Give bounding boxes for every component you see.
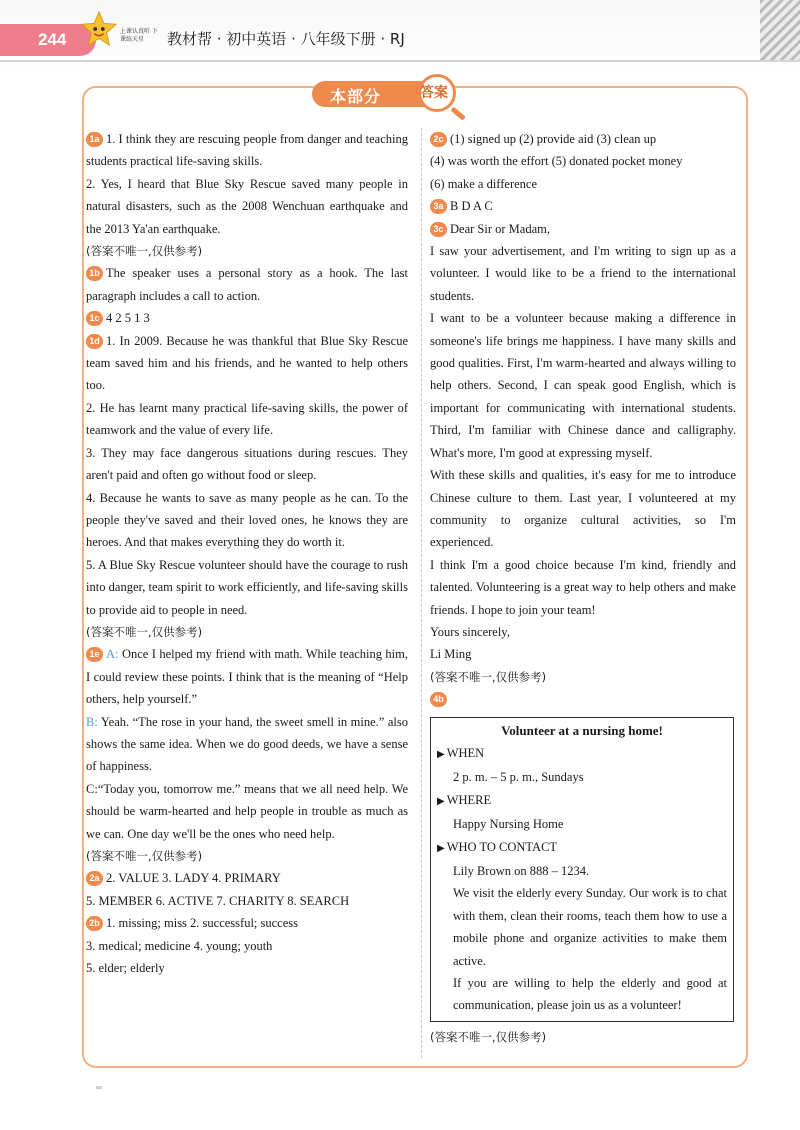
poster-contact-heading: ▶ WHO TO CONTACT xyxy=(437,839,558,854)
star-mascot-icon xyxy=(80,10,118,48)
letter-paragraph-1: I saw your advertisement, and I'm writing to sign up as a volunteer. I would like to be a friend to the international students. xyxy=(430,244,736,303)
letter-greeting: 3c Dear Sir or Madam, xyxy=(430,218,736,240)
column-divider xyxy=(421,128,422,1058)
poster-body-1: We visit the elderly every Sunday. Our work is to chat with them, clean their rooms, teach them how to use a mobile phone and organize activities to make them active. xyxy=(453,886,727,968)
banner-answer: 答案 xyxy=(420,85,448,101)
answer-banner xyxy=(312,72,474,116)
triangle-bullet-icon: ▶ xyxy=(437,795,445,807)
section-4b-note: (答案不唯一,仅供参考) xyxy=(430,1029,547,1044)
badge-2b: 2b xyxy=(86,916,103,931)
poster-where: Happy Nursing Home xyxy=(453,817,564,832)
section-1e-b: B: Yeah. “The rose in your hand, the sweet smell in mine.” also shows the same idea. When we do good deeds, we have a sense of happiness. xyxy=(86,714,408,774)
section-2b-line2: 3. medical; medicine 4. young; youth xyxy=(86,938,273,953)
letter-paragraph-2: I want to be a volunteer because making a difference in someone's life brings me happiness. I have many skills and good qualities. First, I'm warm-hearted and always willing to help others. Second, I can speak good English, which is important for communicating with international students. Third, I'm familiar with Chinese dance and calligraphy. What's more, I'm good at expressing myself. xyxy=(430,311,736,460)
letter-signature: Li Ming xyxy=(430,647,472,662)
section-1d-q5: 5. A Blue Sky Rescue volunteer should have the courage to rush into danger, team spirit to work efficiently, and life-saving skills to provide aid to people in need. xyxy=(86,557,408,617)
badge-1a: 1a xyxy=(86,132,103,147)
section-1d-note: (答案不唯一,仅供参考) xyxy=(86,624,203,639)
poster-contact: Lily Brown on 888 – 1234. xyxy=(453,864,590,878)
badge-2a: 2a xyxy=(86,871,103,886)
section-1d-q3: 3. They may face dangerous situations during rescues. They aren't paid and often go without food or sleep. xyxy=(86,445,408,483)
section-2b-line3: 5. elder; elderly xyxy=(86,961,165,976)
badge-4b: 4b xyxy=(430,692,447,707)
letter-paragraph-3: With these skills and qualities, it's easy for me to introduce Chinese culture to them. Last year, I volunteered at my community to organize cultural activities, so I'm experienced. xyxy=(430,468,736,550)
section-1d-q1: 1d 1. In 2009. Because he was thankful that Blue Sky Rescue team saved him and his friends, and he wanted to help others too. xyxy=(86,333,408,393)
section-3a: 3a B D A C xyxy=(430,195,736,217)
role-c-label: C: xyxy=(86,781,98,796)
poster-title: Volunteer at a nursing home! xyxy=(501,722,663,738)
section-1a-note: (答案不唯一,仅供参考) xyxy=(86,244,203,259)
right-column xyxy=(430,128,736,1048)
section-1a-q1: 1a 1. I think they are rescuing people from danger and teaching students practical life-saving skills. xyxy=(86,132,408,169)
letter-closing: Yours sincerely, xyxy=(430,624,510,639)
badge-3a: 3a xyxy=(430,199,447,214)
badge-1d: 1d xyxy=(86,334,103,349)
left-column xyxy=(86,128,408,979)
corner-decoration xyxy=(760,0,800,60)
section-2c-line1: 2c (1) signed up (2) provide aid (3) clean up xyxy=(430,128,736,150)
section-1d-q2: 2. He has learnt many practical life-saving skills, the power of teamwork and the value of every life. xyxy=(86,400,408,438)
badge-1b: 1b xyxy=(86,266,103,281)
footer-mark xyxy=(96,1086,102,1089)
section-1e-a: 1e A: Once I helped my friend with math. While teaching him, I could review these points. I think that is the meaning of “Help others, help yourself.” xyxy=(86,647,409,707)
section-1d-q4: 4. Because he wants to save as many people as he can. To the people they've saved and their loved ones, he knows they are heroes. And that makes everything they do worth it. xyxy=(86,490,408,550)
section-3c-note: (答案不唯一,仅供参考) xyxy=(430,669,547,684)
banner-label: 本部分 xyxy=(330,87,382,106)
section-2c-line2: (4) was worth the effort (5) donated pocket money xyxy=(430,154,683,169)
book-title: 教材帮 · 初中英语 · 八年级下册 · RJ xyxy=(167,30,405,48)
section-1e-c: C:“Today you, tomorrow me.” means that we all need help. We should be warm-hearted and help people in trouble as much as we can. One day we'll be the ones who need help. xyxy=(86,781,408,841)
section-1b: 1b The speaker uses a personal story as a hook. The last paragraph includes a call to action. xyxy=(86,266,408,303)
section-2a-line1: 2a 2. VALUE 3. LADY 4. PRIMARY xyxy=(86,867,408,889)
letter-paragraph-4: I think I'm a good choice because I'm kind, friendly and talented. Volunteering is a great way to help others and make friends. I hope to join your team! xyxy=(430,557,736,617)
badge-2c: 2c xyxy=(430,132,447,147)
badge-1c: 1c xyxy=(86,311,103,326)
poster-body-2: If you are willing to help the elderly and good at communication, please join us as a volunteer! xyxy=(453,976,727,1013)
page-number: 244 xyxy=(38,30,67,49)
section-2c-line3: (6) make a difference xyxy=(430,176,537,191)
badge-3c: 3c xyxy=(430,222,447,237)
section-1c: 1c 4 2 5 1 3 xyxy=(86,307,408,329)
section-2b-line1: 2b 1. missing; miss 2. successful; success xyxy=(86,912,408,934)
poster-where-heading: ▶ WHERE xyxy=(437,792,492,807)
page-header xyxy=(0,0,800,72)
triangle-bullet-icon: ▶ xyxy=(437,842,445,854)
poster-when: 2 p. m. – 5 p. m., Sundays xyxy=(453,770,584,785)
badge-1e: 1e xyxy=(86,647,103,662)
section-1a-q2: 2. Yes, I heard that Blue Sky Rescue saved many people in natural disasters, such as the 2008 Wenchuan earthquake and the 2013 Ya'an earthquake. xyxy=(86,176,408,236)
role-b-label: B: xyxy=(86,714,98,729)
header-divider xyxy=(0,60,800,62)
slogan: 上课认真听 下课练天星 xyxy=(120,28,158,43)
triangle-bullet-icon: ▶ xyxy=(437,748,445,760)
section-2a-line2: 5. MEMBER 6. ACTIVE 7. CHARITY 8. SEARCH xyxy=(86,893,350,908)
section-1e-note: (答案不唯一,仅供参考) xyxy=(86,849,203,863)
role-a-label: A: xyxy=(106,647,119,662)
volunteer-poster xyxy=(430,717,734,1022)
section-4b-tag xyxy=(430,688,736,710)
poster-when-heading: ▶ WHEN xyxy=(437,745,485,760)
